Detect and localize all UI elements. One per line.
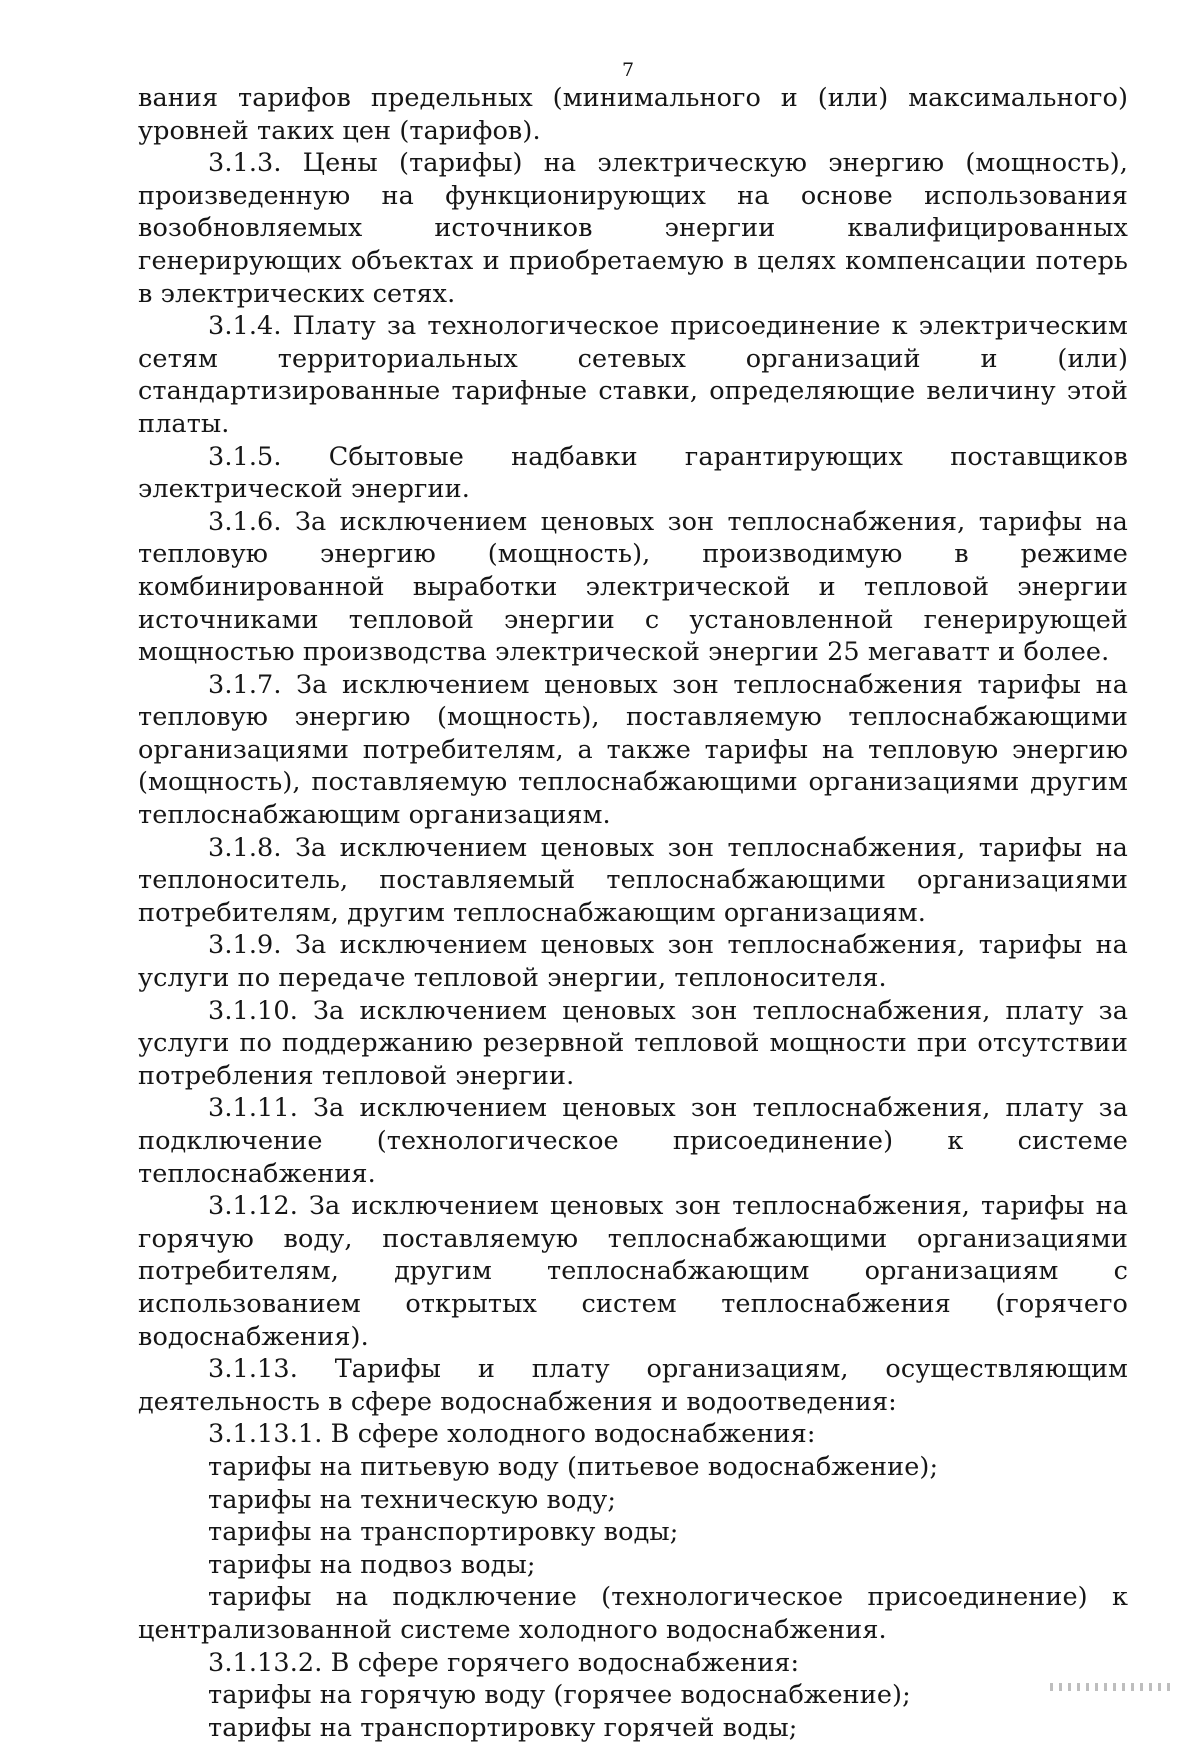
scan-artifact <box>1050 1683 1170 1691</box>
document-body <box>138 82 1128 1744</box>
list-item: тарифы на подвоз воды; <box>208 1549 536 1580</box>
page-number: 7 <box>621 59 635 81</box>
list-item: тарифы на транспортировку воды; <box>208 1517 679 1548</box>
paragraph-3-1-13-2: 3.1.13.2. В сфере горячего водоснабжения: <box>208 1647 800 1678</box>
paragraph-3-1-4: 3.1.4. Плату за технологическое присоединение к электрическим сетям территориальных сетевых организаций и (или) стандартизированные тарифные ставки, определяющие величину этой платы. <box>138 311 1128 439</box>
paragraph-3-1-8: 3.1.8. За исключением ценовых зон теплоснабжения, тарифы на теплоноситель, поставляемый теплоснабжающими организациями потребителям, другим теплоснабжающим организациям. <box>138 832 1128 928</box>
paragraph-3-1-11: 3.1.11. За исключением ценовых зон теплоснабжения, плату за подключение (технологическое присоединение) к системе теплоснабжения. <box>138 1093 1128 1189</box>
list-item: тарифы на техническую воду; <box>208 1484 617 1515</box>
list-item: тарифы на подключение (технологическое присоединение) к централизованной системе холодного водоснабжения. <box>138 1582 1128 1645</box>
paragraph-3-1-13-1: 3.1.13.1. В сфере холодного водоснабжения: <box>208 1419 816 1450</box>
list-item: тарифы на питьевую воду (питьевое водоснабжение); <box>208 1451 939 1482</box>
paragraph-3-1-7: 3.1.7. За исключением ценовых зон теплоснабжения тарифы на тепловую энергию (мощность), поставляемую теплоснабжающими организациями потребителям, а также тарифы на тепловую энергию (мощность), поставляемую теплоснабжающими организациями другим теплоснабжающим организациям. <box>138 669 1128 831</box>
paragraph-3-1-3: 3.1.3. Цены (тарифы) на электрическую энергию (мощность), произведенную на функционирующих на основе использования возобновляемых источников энергии квалифицированных генерирующих объектах и приобретаемую в целях компенсации потерь в электрических сетях. <box>138 148 1128 309</box>
paragraph-3-1-10: 3.1.10. За исключением ценовых зон теплоснабжения, плату за услуги по поддержанию резервной тепловой мощности при отсутствии потребления тепловой энергии. <box>138 995 1128 1091</box>
paragraph-3-1-13: 3.1.13. Тарифы и плату организациям, осуществляющим деятельность в сфере водоснабжения и водоотведения: <box>138 1354 1128 1417</box>
list-item: тарифы на горячую воду (горячее водоснабжение); <box>208 1680 911 1711</box>
paragraph-3-1-6: 3.1.6. За исключением ценовых зон теплоснабжения, тарифы на тепловую энергию (мощность), производимую в режиме комбинированной выработки электрической и тепловой энергии источниками тепловой энергии с установленной генерирующей мощностью производства электрической энергии 25 мегаватт и более. <box>138 506 1128 668</box>
paragraph-3-1-5: 3.1.5. Сбытовые надбавки гарантирующих поставщиков электрической энергии. <box>138 441 1128 505</box>
paragraph-3-1-9: 3.1.9. За исключением ценовых зон теплоснабжения, тарифы на услуги по передаче тепловой энергии, теплоносителя. <box>138 930 1128 994</box>
list-item: тарифы на транспортировку горячей воды; <box>208 1712 798 1743</box>
paragraph-3-1-12: 3.1.12. За исключением ценовых зон теплоснабжения, тарифы на горячую воду, поставляемую теплоснабжающими организациями потребителям, другим теплоснабжающим организациям с использованием открытых систем теплоснабжения (горячего водоснабжения). <box>138 1191 1128 1352</box>
paragraph: вания тарифов предельных (минимального и (или) максимального) уровней таких цен (тарифов). <box>138 83 1128 146</box>
